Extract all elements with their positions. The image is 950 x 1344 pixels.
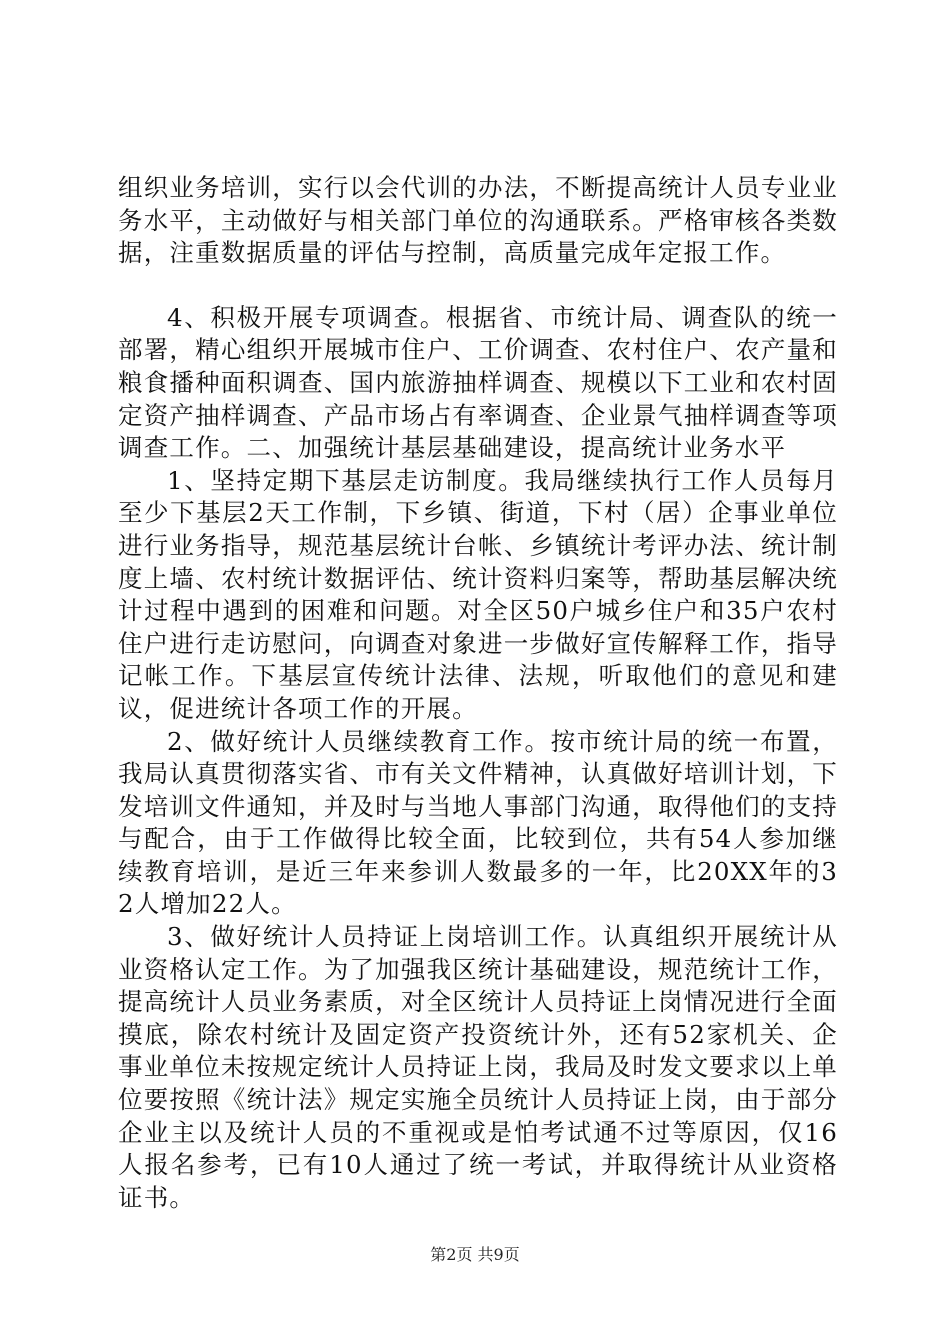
paragraph-special-survey: 4、积极开展专项调查。根据省、市统计局、调查队的统一部署，精心组织开展城市住户、工价调查、农村住户、农产量和粮食播种面积调查、国内旅游抽样调查、规模以下工业和农村固定资产抽样调查、产品市场占有率调查、企业景气抽样调查等项调查工作。二、加强统计基层基础建设，提高统计业务水平 — [118, 302, 838, 463]
paragraph-certification-training: 3、做好统计人员持证上岗培训工作。认真组织开展统计从业资格认定工作。为了加强我区统计基础建设，规范统计工作，提高统计人员业务素质，对全区统计人员持证上岗情况进行全面摸底，除农村统计及固定资产投资统计外，还有52家机关、企事业单位未按规定统计人员持证上岗，我局及时发文要求以上单位要按照《统计法》规定实施全员统计人员持证上岗，由于部分企业主以及统计人员的不重视或是怕考试通不过等原因，仅16人报名参考，已有10人通过了统一考试，并取得统计从业资格证书。 — [118, 922, 838, 1212]
paragraph-continuation: 组织业务培训，实行以会代训的办法，不断提高统计人员专业业务水平，主动做好与相关部门单位的沟通联系。严格审核各类数据，注重数据质量的评估与控制，高质量完成年定报工作。 — [118, 173, 838, 268]
paragraph-grassroots-visits: 1、坚持定期下基层走访制度。我局继续执行工作人员每月至少下基层2天工作制，下乡镇、街道，下村（居）企事业单位进行业务指导，规范基层统计台帐、乡镇统计考评办法、统计制度上墙、农村统计数据评估、统计资料归案等，帮助基层解决统计过程中遇到的困难和问题。对全区50户城乡住户和35户农村住户进行走访慰问，向调查对象进一步做好宣传解释工作，指导记帐工作。下基层宣传统计法律、法规，听取他们的意见和建议，促进统计各项工作的开展。 — [118, 465, 838, 723]
page-number-footer: 第2页 共9页 — [430, 1245, 520, 1264]
document-body — [118, 172, 838, 1214]
paragraph-continuing-education: 2、做好统计人员继续教育工作。按市统计局的统一布置，我局认真贯彻落实省、市有关文件精神，认真做好培训计划，下发培训文件通知，并及时与当地人事部门沟通，取得他们的支持与配合，由于工作做得比较全面，比较到位，共有54人参加继续教育培训，是近三年来参训人数最多的一年，比20XX年的32人增加22人。 — [118, 726, 838, 919]
